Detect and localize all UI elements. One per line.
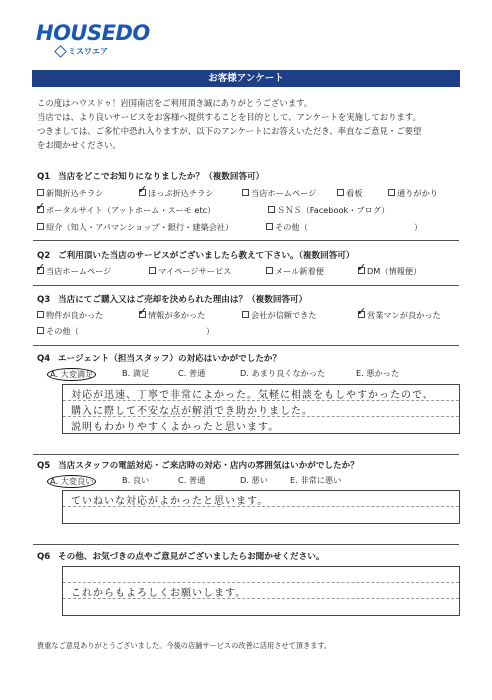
logo-subtext: ミスワエア xyxy=(68,47,108,56)
q2-option[interactable]: ✓ DM（情報便） xyxy=(358,266,421,277)
checkbox-checked[interactable] xyxy=(37,267,44,274)
q3-option[interactable]: 会社が信頼できた xyxy=(242,310,317,321)
q1-option[interactable]: 通りがかり xyxy=(388,188,438,199)
checkbox[interactable] xyxy=(266,223,273,230)
q5-number: Q5 xyxy=(37,461,51,471)
checkbox-checked[interactable] xyxy=(358,311,365,318)
q5-rating-a[interactable] xyxy=(47,475,97,488)
intro-line: つきましては、ご多忙中恐れ入りますが、以下のアンケートにお答えいただき、率直なご意見・ご要望 xyxy=(37,126,422,136)
answer-line xyxy=(63,583,459,599)
divider xyxy=(33,544,459,545)
handwritten-text: ていねいな対応がよかったと思います。 xyxy=(71,496,269,507)
q3-option-other[interactable]: その他（ xyxy=(37,326,79,337)
q6-title xyxy=(37,550,324,562)
selected-circle: A. 大変満足 xyxy=(47,368,96,381)
intro-line: をお聞かせください。 xyxy=(37,140,121,150)
q4-text: エージェント（担当スタッフ）の対応はいかがでしたか？ xyxy=(58,354,282,364)
q4-title xyxy=(37,352,281,364)
checkbox[interactable] xyxy=(268,206,275,213)
handwritten-text: 対応が迅速、丁寧で非常によかった。気軽に相談をもしやすかったので、 xyxy=(71,390,434,401)
q1-option[interactable]: 看板 xyxy=(337,188,362,199)
divider xyxy=(33,345,459,346)
q1-other-close: ） xyxy=(414,222,423,232)
q3-text: 当店にてご購入又はご売却を決められた理由は？（複数回答可） xyxy=(58,295,308,305)
checkbox[interactable] xyxy=(388,189,395,196)
divider xyxy=(33,240,459,241)
q3-other-close: ） xyxy=(206,326,215,336)
q2-text: ご利用頂いた当店のサービスがございましたら教えて下さい。（複数回答可） xyxy=(58,251,355,261)
q5-rating-d[interactable]: D. 悪い xyxy=(240,475,268,485)
q3-title xyxy=(37,293,307,305)
q2-number: Q2 xyxy=(37,251,51,261)
housedo-logo xyxy=(36,21,150,66)
q1-number: Q1 xyxy=(37,172,51,182)
handwritten-text: これからもよろしくお願いします。 xyxy=(71,588,247,599)
q1-option[interactable]: 新聞折込チラシ xyxy=(37,188,103,199)
q4-rating-b[interactable]: B. 満足 xyxy=(122,368,150,378)
q1-title xyxy=(37,170,264,182)
q6-answer-box[interactable] xyxy=(62,566,460,616)
q6-text: その他、お気づきの点やご意見がございましたらお聞かせください。 xyxy=(58,552,325,562)
q2-option[interactable]: ✓当店ホームページ xyxy=(37,266,111,277)
answer-line xyxy=(63,417,459,433)
q6-number: Q6 xyxy=(37,552,51,562)
intro-line: 当店では、より良いサービスをお客様へ提供することを目的として、アンケートを実施しております。 xyxy=(37,112,421,122)
answer-line xyxy=(63,491,459,507)
logo-sub xyxy=(56,46,128,57)
q5-answer-box[interactable] xyxy=(62,490,460,524)
q5-text: 当店スタッフの電話対応・ご来店時の対応・店内の雰囲気はいかがでしたか？ xyxy=(58,461,359,471)
selected-circle: A. 大変良い xyxy=(47,475,96,488)
handwritten-text: 説明もわかりやすくよかったと思います。 xyxy=(71,422,280,433)
checkbox[interactable] xyxy=(266,267,273,274)
answer-line xyxy=(63,385,459,401)
q2-option[interactable]: マイページサービス xyxy=(149,266,231,277)
q3-option[interactable]: ✓ 情報が多かった xyxy=(139,310,205,321)
q2-option[interactable]: メール新着便 xyxy=(266,266,324,277)
q2-title xyxy=(37,249,354,261)
checkbox[interactable] xyxy=(337,189,344,196)
logo-wordmark: HOUSEDO xyxy=(36,21,150,45)
intro-line: この度はハウスドゥ！岩国南店をご利用頂き誠にありがとうございます。 xyxy=(37,98,313,108)
checkbox[interactable] xyxy=(37,223,44,230)
survey-title: お客様アンケート xyxy=(32,70,460,87)
checkbox-checked[interactable] xyxy=(358,267,365,274)
checkbox[interactable] xyxy=(149,267,156,274)
checkbox[interactable] xyxy=(37,311,44,318)
q4-rating-c[interactable]: C. 普通 xyxy=(178,368,206,378)
q1-option[interactable]: ✓ポータルサイト（アットホーム・スーモ etc） xyxy=(37,205,215,216)
checkbox[interactable] xyxy=(242,189,249,196)
answer-line xyxy=(63,401,459,417)
divider xyxy=(33,454,459,455)
q1-option[interactable]: 紹介（知人・アパマンショップ・銀行・建築会社） xyxy=(37,222,233,233)
q4-rating-e[interactable]: E. 悪かった xyxy=(356,368,400,378)
checkbox[interactable] xyxy=(37,327,44,334)
q1-option-other[interactable]: その他（ xyxy=(266,222,308,233)
logo-mark-icon xyxy=(54,45,67,58)
q1-option[interactable]: 当店ホームページ xyxy=(242,188,316,199)
answer-line xyxy=(63,507,459,523)
q4-number: Q4 xyxy=(37,354,51,364)
q3-number: Q3 xyxy=(37,295,51,305)
answer-line xyxy=(63,599,459,615)
q1-option[interactable]: ✓ ほっぷ折込チラシ xyxy=(139,188,214,199)
answer-line xyxy=(63,567,459,583)
q1-option[interactable]: ＳＮＳ（Facebook・ブログ） xyxy=(268,205,389,216)
q4-rating-d[interactable]: D. あまり良くなかった xyxy=(240,368,326,378)
q3-option[interactable]: 物件が良かった xyxy=(37,310,103,321)
q4-answer-box[interactable] xyxy=(62,384,460,434)
q5-rating-c[interactable]: C. 普通 xyxy=(178,475,206,485)
q5-title xyxy=(37,459,359,471)
handwritten-text: 購入に際して不安な点が解消でき助かりました。 xyxy=(71,406,313,417)
checkbox-checked[interactable] xyxy=(37,206,44,213)
intro-text xyxy=(37,96,457,152)
checkbox[interactable] xyxy=(242,311,249,318)
q5-rating-e[interactable]: E. 非常に悪い xyxy=(290,475,342,485)
q1-text: 当店をどこでお知りになりましたか？（複数回答可） xyxy=(58,172,265,182)
q4-rating-a[interactable] xyxy=(47,368,97,381)
checkbox-checked[interactable] xyxy=(139,189,146,196)
checkbox[interactable] xyxy=(37,189,44,196)
divider xyxy=(33,285,459,286)
checkbox-checked[interactable] xyxy=(139,311,146,318)
q3-option[interactable]: ✓ 営業マンが良かった xyxy=(358,310,441,321)
footer-note: 貴重なご意見ありがとうございました。今後の店舗サービスの改善に活用させて頂きます。 xyxy=(37,641,332,650)
q5-rating-b[interactable]: B. 良い xyxy=(122,475,150,485)
